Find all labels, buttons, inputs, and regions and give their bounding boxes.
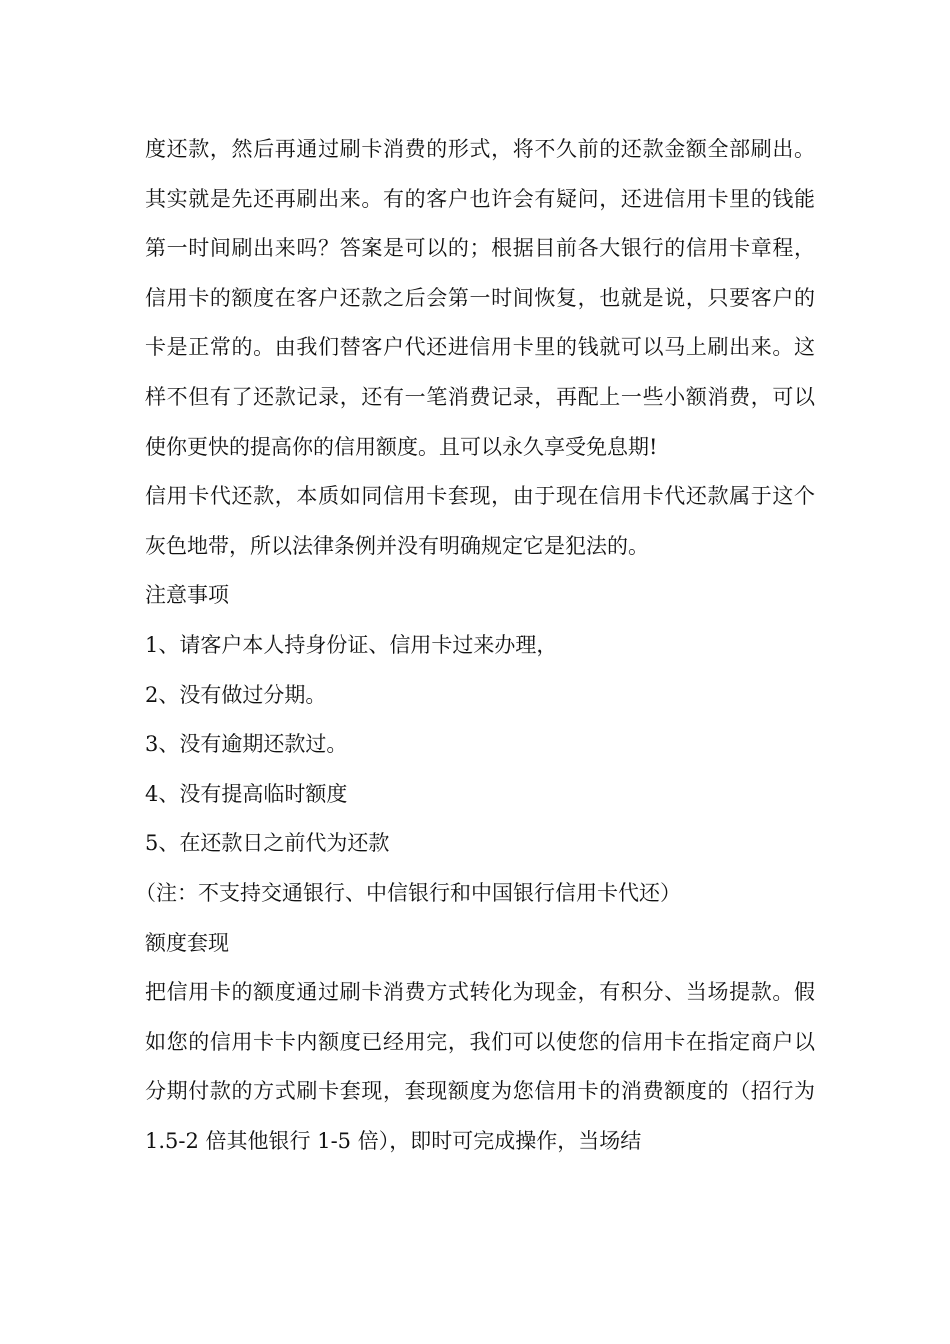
list-item-4: 4、没有提高临时额度 (145, 781, 348, 806)
paragraph-repayment-intro: 度还款，然后再通过刷卡消费的形式，将不久前的还款金额全部刷出。其实就是先还再刷出来。有的客户也许会有疑问，还进信用卡里的钱能第一时间刷出来吗？答案是可以的；根据目前各大银行的信用卡章程，信用卡的额度在客户还款之后会第一时间恢复，也就是说，只要客户的卡是正常的。由我们替客户代还进信用卡里的钱就可以马上刷出来。这样不但有了还款记录，还有一笔消费记录，再配上一些小额消费，可以使你更快的提高你的信用额度。且可以永久享受免息期! (145, 137, 815, 459)
heading-cash-out: 额度套现 (145, 930, 229, 955)
list-item-3: 3、没有逾期还款过。 (145, 732, 348, 757)
paragraph-cash-out: 把信用卡的额度通过刷卡消费方式转化为现金，有积分、当场提款。假如您的信用卡卡内额度已经用完，我们可以使您的信用卡在指定商户以分期付款的方式刷卡套现，套现额度为您信用卡的消费额度的（招行为 1.5-2 倍其他银行 1-5 倍），即时可完成操作，当场结 (145, 980, 815, 1153)
list-item-2: 2、没有做过分期。 (145, 682, 327, 707)
heading-notes: 注意事项 (145, 583, 229, 608)
document-body (135, 125, 815, 1166)
bank-exclusion-note: （注：不支持交通银行、中信银行和中国银行信用卡代还） (135, 880, 681, 905)
list-item-1: 1、请客户本人持身份证、信用卡过来办理， (145, 632, 558, 657)
paragraph-legal-note: 信用卡代还款，本质如同信用卡套现，由于现在信用卡代还款属于这个灰色地带，所以法律条例并没有明确规定它是犯法的。 (145, 484, 815, 558)
list-item-5: 5、在还款日之前代为还款 (145, 831, 390, 856)
